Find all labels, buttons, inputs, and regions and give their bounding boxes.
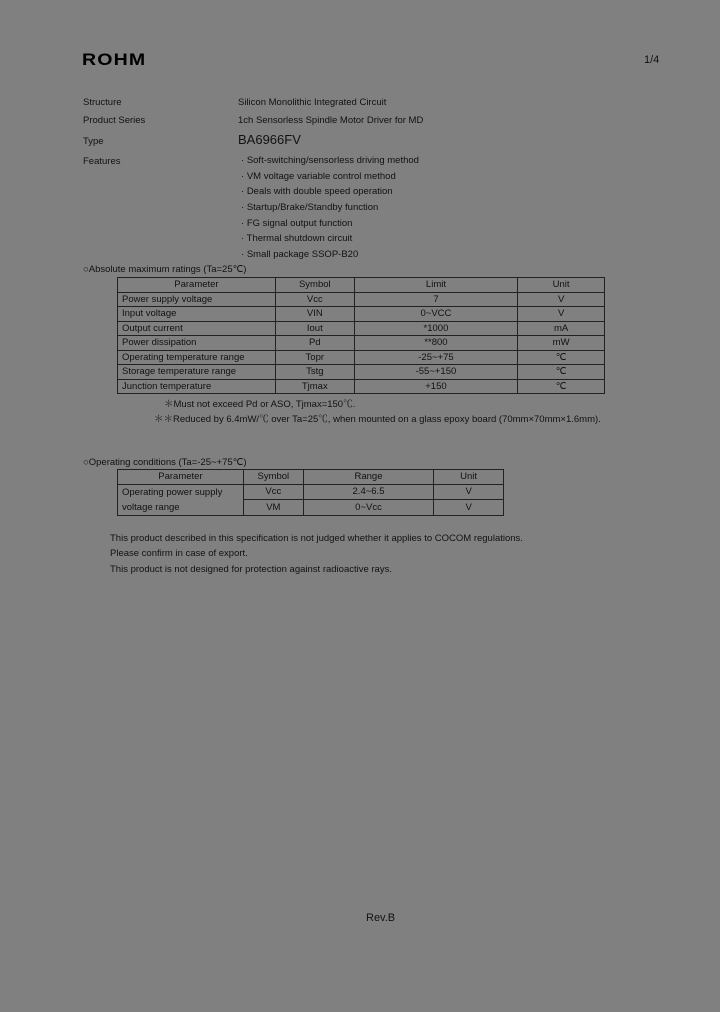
table-cell: Vcc (275, 292, 354, 307)
header-cell: Parameter (118, 278, 276, 293)
table-cell: 2.4~6.5 (303, 484, 433, 500)
table-cell: Output current (118, 321, 276, 336)
feature-item: · Deals with double speed operation (241, 186, 393, 197)
header-cell: Range (303, 470, 433, 485)
table-cell: V (518, 292, 605, 307)
param-line: Operating power supply (122, 486, 223, 498)
table-cell: Operating temperature range (118, 350, 276, 365)
table-cell: -25~+75 (354, 350, 518, 365)
table-row (118, 350, 605, 365)
type-label: Type (83, 136, 104, 147)
table-cell: Power supply voltage (118, 292, 276, 307)
structure-label: Structure (83, 97, 122, 108)
table-cell: Storage temperature range (118, 365, 276, 380)
table-cell: Iout (275, 321, 354, 336)
table-cell: ℃ (518, 350, 605, 365)
page-number: 1/4 (644, 54, 660, 66)
table-cell: Topr (275, 350, 354, 365)
revision-footer: Rev.B (366, 912, 396, 924)
abs-max-note: ＊＊Reduced by 6.4mW/℃ over Ta=25℃, when mounted on a glass epoxy board (70mm×70mm×1.6mm). (154, 414, 601, 425)
header-cell: Symbol (243, 470, 303, 485)
feature-item: · FG signal output function (241, 218, 353, 229)
table-cell: 0~VCC (354, 307, 518, 322)
table-cell: ℃ (518, 379, 605, 394)
structure-value: Silicon Monolithic Integrated Circuit (238, 97, 387, 108)
table-cell: Tstg (275, 365, 354, 380)
op-cond-table (117, 469, 504, 516)
feature-item: · Soft-switching/sensorless driving method (241, 155, 419, 166)
param-line: voltage range (122, 501, 180, 513)
table-cell: Junction temperature (118, 379, 276, 394)
table-cell: mW (518, 336, 605, 351)
op-cond-heading: ○Operating conditions (Ta=-25~+75℃) (83, 457, 247, 468)
table-cell: Tjmax (275, 379, 354, 394)
table-cell: *1000 (354, 321, 518, 336)
table-header-row (118, 278, 605, 293)
features-label: Features (83, 156, 121, 167)
table-cell: Power dissipation (118, 336, 276, 351)
table-cell: Input voltage (118, 307, 276, 322)
abs-max-note: ＊Must not exceed Pd or ASO, Tjmax=150℃. (164, 399, 356, 410)
series-value: 1ch Sensorless Spindle Motor Driver for MD (238, 115, 424, 126)
table-row (118, 379, 605, 394)
table-cell: V (434, 500, 504, 516)
table-row (118, 365, 605, 380)
table-header-row (118, 470, 504, 485)
header-cell: Limit (354, 278, 518, 293)
table-row (118, 321, 605, 336)
feature-item: · Thermal shutdown circuit (241, 233, 353, 244)
feature-item: · Small package SSOP-B20 (241, 249, 359, 260)
disclaimer-text: Please confirm in case of export. (110, 548, 248, 559)
header-cell: Unit (518, 278, 605, 293)
table-cell: ℃ (518, 365, 605, 380)
rohm-logo: ROHM (82, 50, 147, 69)
table-cell (118, 484, 244, 515)
table-cell: V (518, 307, 605, 322)
table-cell: V (434, 484, 504, 500)
disclaimer-text: This product is not designed for protection against radioactive rays. (110, 564, 392, 575)
table-cell: **800 (354, 336, 518, 351)
feature-item: · Startup/Brake/Standby function (241, 202, 379, 213)
header-cell: Parameter (118, 470, 244, 485)
table-cell: VIN (275, 307, 354, 322)
table-row (118, 336, 605, 351)
table-cell: -55~+150 (354, 365, 518, 380)
series-label: Product Series (83, 115, 146, 126)
feature-item: · VM voltage variable control method (241, 171, 396, 182)
table-cell: +150 (354, 379, 518, 394)
header-cell: Symbol (275, 278, 354, 293)
header-cell: Unit (434, 470, 504, 485)
abs-max-table (117, 277, 605, 394)
table-row (118, 484, 504, 500)
disclaimer-text: This product described in this specification is not judged whether it applies to COCOM regulations. (110, 533, 523, 544)
table-cell: mA (518, 321, 605, 336)
table-cell: Vcc (243, 484, 303, 500)
table-row (118, 292, 605, 307)
type-value: BA6966FV (238, 132, 301, 147)
table-cell: VM (243, 500, 303, 516)
table-cell: Pd (275, 336, 354, 351)
table-cell: 7 (354, 292, 518, 307)
abs-max-heading: ○Absolute maximum ratings (Ta=25℃) (83, 264, 247, 275)
table-cell: 0~Vcc (303, 500, 433, 516)
table-row (118, 307, 605, 322)
